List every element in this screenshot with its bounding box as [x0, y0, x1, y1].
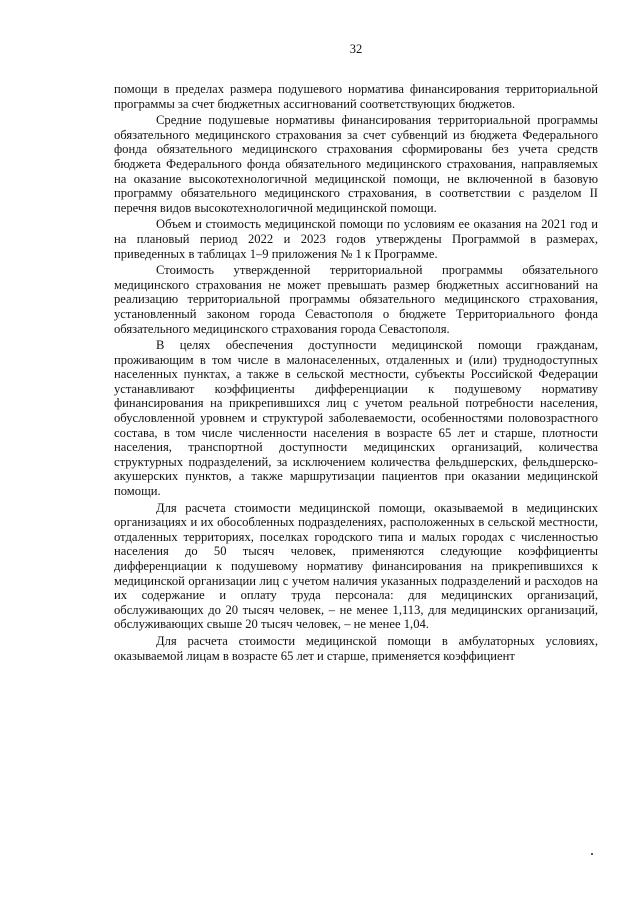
- paragraph-2: Средние подушевые нормативы финансирования территориальной программы обязательного медицинского страхования за счет субвенций из бюджета Федерального фонда обязательного медицинского страхования сформированы без учета средств бюджета Федерального фонда обязательного медицинского страхования, направляемых на оказание высокотехнологичной медицинской помощи, не включенной в базовую программу обязательного медицинского страхования, в соответствии с разделом II перечня видов высокотехнологичной медицинской помощи.: [114, 113, 598, 215]
- paragraph-4: Стоимость утвержденной территориальной программы обязательного медицинского страхования не может превышать размер бюджетных ассигнований на реализацию территориальной программы обязательного медицинского страхования, установленный законом города Севастополя о бюджете Территориального фонда обязательного медицинского страхования города Севастополя.: [114, 263, 598, 336]
- paragraph-3: Объем и стоимость медицинской помощи по условиям ее оказания на 2021 год и на плановый период 2022 и 2023 годов утверждены Программой в размерах, приведенных в таблицах 1–9 приложения № 1 к Программе.: [114, 217, 598, 261]
- paragraph-6: Для расчета стоимости медицинской помощи, оказываемой в медицинских организациях и их обособленных подразделениях, расположенных в сельской местности, отдаленных территориях, поселках городского типа и малых городах с численностью населения до 50 тысяч человек, применяются следующие коэффициенты дифференциации к подушевому нормативу финансирования на прикрепившихся к медицинской организации лиц с учетом наличия указанных подразделений и расходов на их содержание и оплату труда персонала: для медицинских организаций, обслуживающих до 20 тысяч человек, – не менее 1,113, для медицинских организаций, обслуживающих свыше 20 тысяч человек, – не менее 1,04.: [114, 500, 598, 632]
- page-number: 32: [349, 42, 363, 56]
- paragraph-5: В целях обеспечения доступности медицинской помощи гражданам, проживающим в том числе в малонаселенных, отдаленных и (или) труднодоступных населенных пунктах, а также в сельской местности, субъекты Российской Федерации устанавливают коэффициенты дифференциации к подушевому нормативу финансирования на прикрепившихся лиц с учетом реальной потребности населения, обусловленной уровнем и структурой заболеваемости, особенностями половозрастного состава, в том числе численности населения в возрасте 65 лет и старше, плотности населения, транспортной доступности медицинских организаций, количества структурных подразделений, за исключением количества фельдшерских, фельдшерско-акушерских пунктов, а также маршрутизации пациентов при оказании медицинской помощи.: [114, 338, 598, 499]
- paragraph-7: Для расчета стоимости медицинской помощи в амбулаторных условиях, оказываемой лицам в возрасте 65 лет и старше, применяется коэффициент: [114, 633, 598, 663]
- paragraph-1: помощи в пределах размера подушевого норматива финансирования территориальной программы за счет бюджетных ассигнований соответствующих бюджетов.: [114, 82, 598, 111]
- scan-speck: [591, 853, 593, 855]
